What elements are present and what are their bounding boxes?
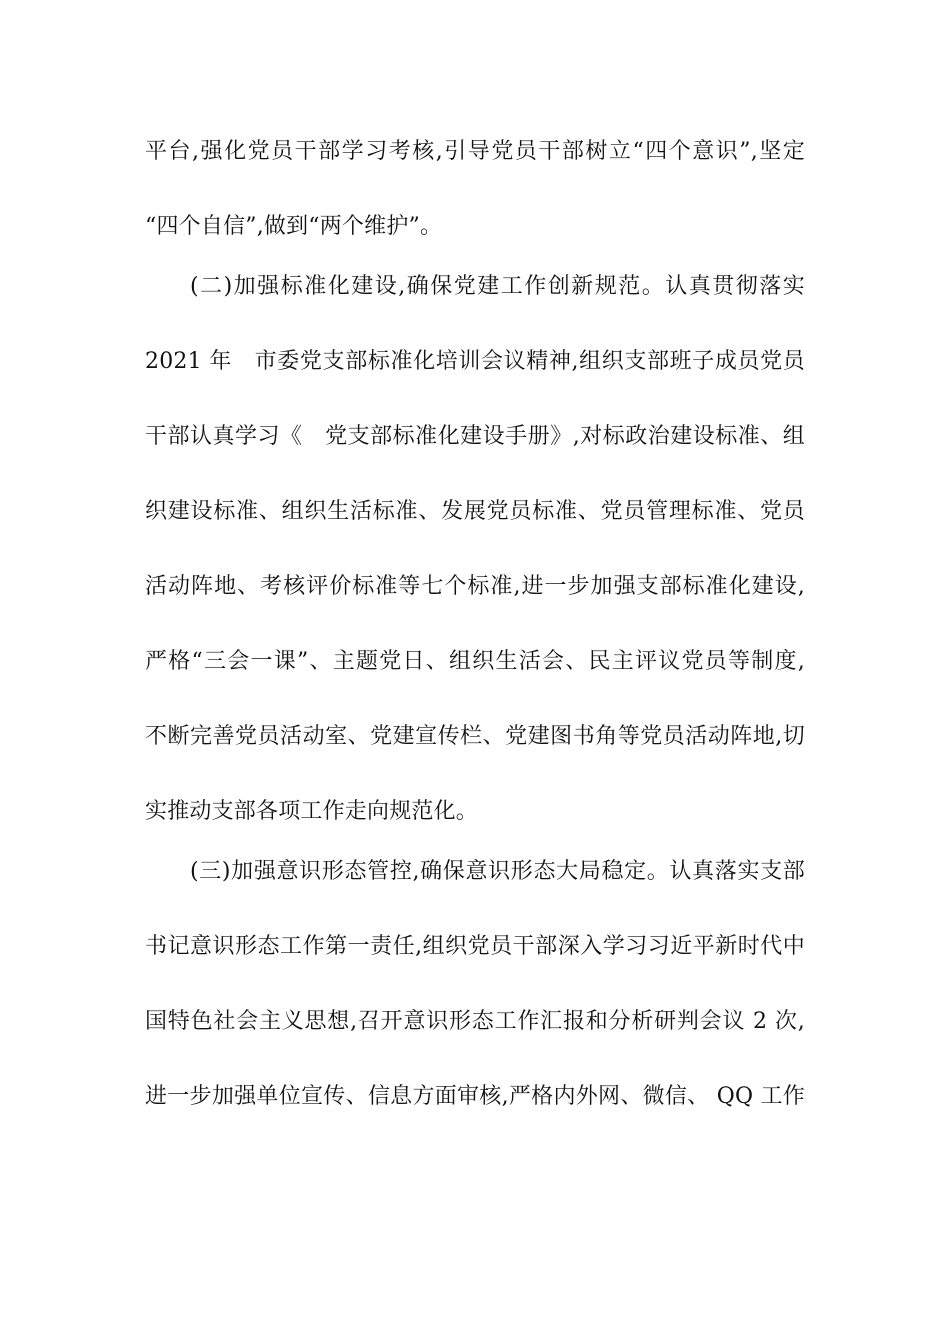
paragraph-heading-line: (二)加强标准化建设,确保党建工作创新规范。认真贯彻落实 bbox=[190, 274, 805, 299]
paragraph-line: 平台,强化党员干部学习考核,引导党员干部树立“四个意识”,坚定 bbox=[145, 139, 805, 164]
paragraph-heading-line: (三)加强意识形态管控,确保意识形态大局稳定。认真落实支部 bbox=[190, 859, 805, 884]
paragraph-line: 活动阵地、考核评价标准等七个标准,进一步加强支部标准化建设, bbox=[145, 574, 805, 599]
paragraph-line: 实推动支部各项工作走向规范化。 bbox=[145, 799, 479, 824]
paragraph-line: 进一步加强单位宣传、信息方面审核,严格内外网、微信、 QQ 工作 bbox=[145, 1084, 805, 1109]
paragraph-line: 国特色社会主义思想,召开意识形态工作汇报和分析研判会议 2 次, bbox=[145, 1009, 805, 1034]
paragraph-line: “四个自信”,做到“两个维护”。 bbox=[145, 214, 443, 239]
paragraph-line: 2021 年 市委党支部标准化培训会议精神,组织支部班子成员党员 bbox=[145, 349, 805, 374]
paragraph-line: 不断完善党员活动室、党建宣传栏、党建图书角等党员活动阵地,切 bbox=[145, 724, 805, 749]
paragraph-line: 干部认真学习《 党支部标准化建设手册》,对标政治建设标准、组 bbox=[145, 424, 805, 449]
paragraph-line: 织建设标准、组织生活标准、发展党员标准、党员管理标准、党员 bbox=[145, 499, 805, 524]
paragraph-line: 严格“三会一课”、主题党日、组织生活会、民主评议党员等制度, bbox=[145, 649, 805, 674]
paragraph-line: 书记意识形态工作第一责任,组织党员干部深入学习习近平新时代中 bbox=[145, 934, 805, 959]
